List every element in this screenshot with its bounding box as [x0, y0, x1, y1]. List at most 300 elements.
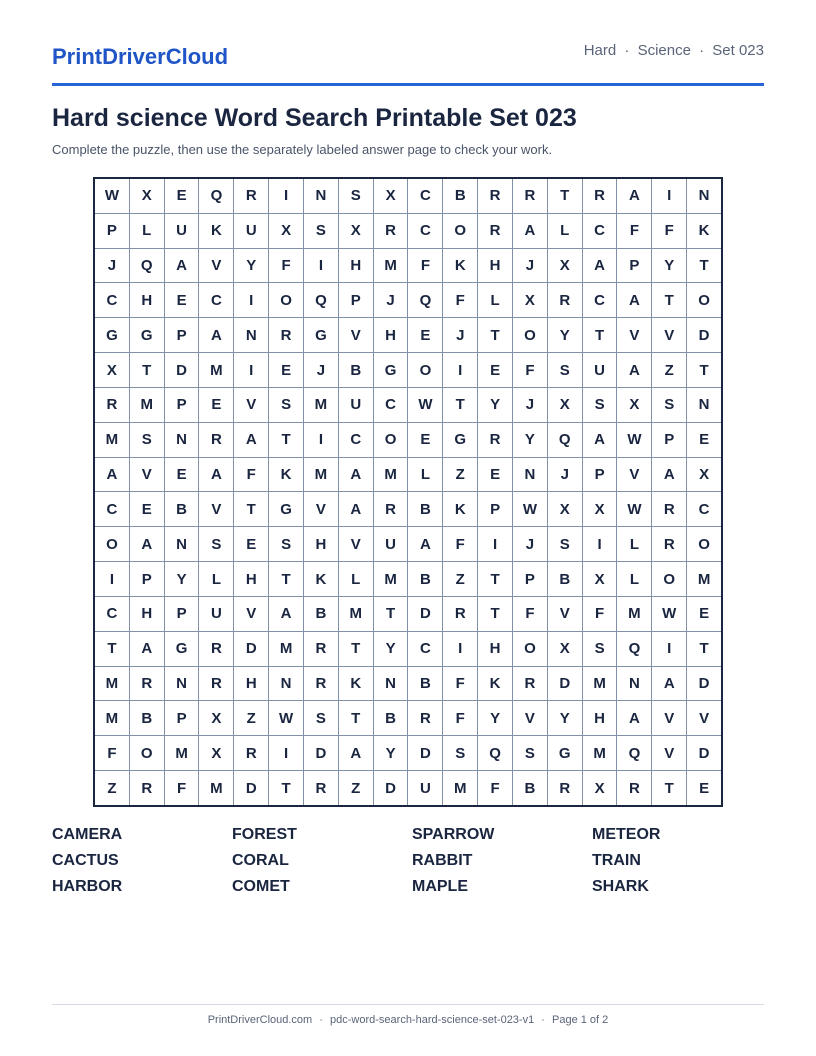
- grid-cell: G: [95, 318, 129, 352]
- grid-cell: S: [583, 632, 617, 666]
- grid-cell: I: [269, 736, 303, 770]
- word-list-item: COMET: [232, 878, 290, 895]
- grid-cell: G: [269, 492, 303, 526]
- grid-cell: O: [513, 632, 547, 666]
- grid-cell: Y: [165, 562, 199, 596]
- grid-cell: A: [652, 458, 686, 492]
- page-subtitle: Complete the puzzle, then use the separately labeled answer page to check your work.: [52, 142, 553, 157]
- grid-cell: K: [199, 214, 233, 248]
- word-search-grid: [93, 177, 723, 807]
- grid-cell: X: [374, 179, 408, 213]
- grid-cell: C: [199, 283, 233, 317]
- grid-cell: R: [130, 771, 164, 805]
- grid-cell: I: [478, 527, 512, 561]
- grid-cell: O: [95, 527, 129, 561]
- grid-cell: G: [548, 736, 582, 770]
- grid-cell: T: [652, 283, 686, 317]
- footer-site: PrintDriverCloud.com: [207, 1014, 313, 1026]
- word-list-item: HARBOR: [52, 878, 123, 895]
- grid-cell: D: [374, 771, 408, 805]
- grid-cell: Q: [408, 283, 442, 317]
- grid-cell: T: [478, 597, 512, 631]
- grid-cell: A: [130, 632, 164, 666]
- breadcrumb-item-set: Set 023: [712, 42, 764, 59]
- grid-cell: J: [548, 458, 582, 492]
- grid-cell: D: [687, 736, 721, 770]
- grid-cell: U: [234, 214, 268, 248]
- grid-cell: P: [478, 492, 512, 526]
- grid-cell: R: [652, 492, 686, 526]
- grid-cell: V: [199, 249, 233, 283]
- grid-cell: M: [95, 423, 129, 457]
- grid-cell: D: [304, 736, 338, 770]
- grid-cell: L: [617, 562, 651, 596]
- grid-cell: D: [548, 667, 582, 701]
- grid-cell: T: [443, 388, 477, 422]
- grid-cell: N: [617, 667, 651, 701]
- grid-cell: M: [583, 736, 617, 770]
- grid-cell: P: [617, 249, 651, 283]
- grid-cell: X: [199, 701, 233, 735]
- grid-cell: I: [652, 632, 686, 666]
- grid-cell: T: [339, 632, 373, 666]
- grid-cell: H: [583, 701, 617, 735]
- grid-cell: U: [408, 771, 442, 805]
- grid-cell: I: [95, 562, 129, 596]
- grid-cell: R: [478, 214, 512, 248]
- grid-cell: A: [617, 701, 651, 735]
- grid-cell: V: [548, 597, 582, 631]
- grid-cell: Y: [652, 249, 686, 283]
- grid-cell: E: [687, 597, 721, 631]
- grid-cell: R: [617, 771, 651, 805]
- grid-cell: O: [130, 736, 164, 770]
- grid-cell: M: [443, 771, 477, 805]
- grid-cell: R: [478, 423, 512, 457]
- grid-cell: A: [199, 458, 233, 492]
- grid-cell: Q: [130, 249, 164, 283]
- grid-cell: F: [95, 736, 129, 770]
- grid-cell: M: [269, 632, 303, 666]
- grid-cell: Z: [443, 562, 477, 596]
- grid-cell: R: [548, 283, 582, 317]
- grid-cell: W: [513, 492, 547, 526]
- grid-cell: J: [374, 283, 408, 317]
- header-divider: [52, 83, 764, 86]
- grid-cell: X: [583, 771, 617, 805]
- grid-cell: D: [165, 353, 199, 387]
- grid-cell: P: [165, 597, 199, 631]
- grid-cell: T: [374, 597, 408, 631]
- grid-cell: D: [408, 736, 442, 770]
- footer-separator: ·: [319, 1014, 323, 1026]
- grid-cell: F: [652, 214, 686, 248]
- word-list-item: CORAL: [232, 852, 289, 869]
- grid-cell: Q: [617, 632, 651, 666]
- grid-cell: G: [374, 353, 408, 387]
- grid-cell: E: [234, 527, 268, 561]
- grid-cell: Z: [339, 771, 373, 805]
- grid-cell: V: [652, 701, 686, 735]
- grid-cell: C: [583, 214, 617, 248]
- grid-cell: B: [374, 701, 408, 735]
- grid-cell: U: [339, 388, 373, 422]
- grid-cell: W: [269, 701, 303, 735]
- grid-cell: L: [408, 458, 442, 492]
- grid-cell: Z: [95, 771, 129, 805]
- grid-cell: X: [513, 283, 547, 317]
- grid-cell: F: [617, 214, 651, 248]
- grid-cell: M: [95, 701, 129, 735]
- grid-cell: C: [339, 423, 373, 457]
- page-footer: [0, 1014, 816, 1026]
- grid-cell: V: [234, 597, 268, 631]
- grid-cell: B: [513, 771, 547, 805]
- word-list-item: CACTUS: [52, 852, 119, 869]
- grid-cell: B: [339, 353, 373, 387]
- grid-cell: S: [269, 527, 303, 561]
- grid-cell: I: [652, 179, 686, 213]
- grid-cell: M: [199, 353, 233, 387]
- grid-cell: S: [304, 701, 338, 735]
- grid-cell: X: [583, 562, 617, 596]
- grid-cell: N: [374, 667, 408, 701]
- brand-logo[interactable]: PrintDriverCloud: [52, 44, 229, 69]
- grid-cell: A: [165, 249, 199, 283]
- grid-cell: Y: [548, 701, 582, 735]
- grid-cell: O: [443, 214, 477, 248]
- grid-cell: X: [269, 214, 303, 248]
- grid-cell: N: [513, 458, 547, 492]
- grid-cell: F: [165, 771, 199, 805]
- grid-cell: V: [304, 492, 338, 526]
- grid-cell: V: [130, 458, 164, 492]
- grid-cell: T: [687, 249, 721, 283]
- grid-cell: I: [443, 632, 477, 666]
- grid-cell: L: [617, 527, 651, 561]
- grid-cell: V: [652, 736, 686, 770]
- grid-cell: W: [617, 423, 651, 457]
- grid-cell: H: [478, 632, 512, 666]
- grid-cell: Z: [443, 458, 477, 492]
- grid-cell: A: [408, 527, 442, 561]
- grid-cell: X: [617, 388, 651, 422]
- grid-cell: B: [548, 562, 582, 596]
- grid-cell: W: [408, 388, 442, 422]
- grid-cell: I: [443, 353, 477, 387]
- grid-cell: L: [548, 214, 582, 248]
- grid-cell: S: [304, 214, 338, 248]
- grid-cell: C: [408, 632, 442, 666]
- grid-cell: R: [95, 388, 129, 422]
- grid-cell: Y: [374, 736, 408, 770]
- breadcrumb-separator: ·: [699, 42, 705, 59]
- grid-cell: A: [617, 179, 651, 213]
- word-list-item: FOREST: [232, 826, 297, 843]
- grid-cell: R: [234, 736, 268, 770]
- grid-cell: E: [130, 492, 164, 526]
- grid-cell: H: [234, 667, 268, 701]
- grid-cell: O: [374, 423, 408, 457]
- grid-cell: M: [374, 562, 408, 596]
- grid-cell: D: [687, 667, 721, 701]
- grid-cell: M: [339, 597, 373, 631]
- grid-cell: R: [269, 318, 303, 352]
- grid-cell: N: [687, 179, 721, 213]
- grid-cell: M: [687, 562, 721, 596]
- grid-cell: C: [374, 388, 408, 422]
- word-list-item: MAPLE: [412, 878, 468, 895]
- grid-cell: T: [687, 632, 721, 666]
- grid-cell: K: [304, 562, 338, 596]
- grid-cell: X: [687, 458, 721, 492]
- grid-cell: R: [374, 492, 408, 526]
- breadcrumb: [584, 42, 764, 59]
- grid-cell: N: [234, 318, 268, 352]
- grid-cell: T: [687, 353, 721, 387]
- breadcrumb-separator: ·: [624, 42, 630, 59]
- grid-cell: U: [199, 597, 233, 631]
- grid-cell: O: [269, 283, 303, 317]
- grid-cell: T: [478, 318, 512, 352]
- grid-cell: I: [234, 353, 268, 387]
- grid-cell: K: [478, 667, 512, 701]
- grid-cell: C: [687, 492, 721, 526]
- grid-cell: R: [199, 423, 233, 457]
- grid-cell: T: [269, 771, 303, 805]
- grid-cell: W: [652, 597, 686, 631]
- grid-cell: Y: [478, 388, 512, 422]
- page-title: Hard science Word Search Printable Set 023: [52, 104, 577, 132]
- grid-cell: C: [95, 597, 129, 631]
- grid-cell: O: [687, 527, 721, 561]
- word-list-item: TRAIN: [592, 852, 641, 869]
- grid-cell: A: [234, 423, 268, 457]
- grid-cell: A: [617, 283, 651, 317]
- grid-cell: C: [95, 492, 129, 526]
- grid-cell: U: [165, 214, 199, 248]
- grid-cell: S: [443, 736, 477, 770]
- grid-cell: E: [408, 318, 442, 352]
- word-list: [52, 826, 772, 904]
- word-list-item: SHARK: [592, 878, 649, 895]
- footer-separator: ·: [541, 1014, 545, 1026]
- grid-cell: C: [583, 283, 617, 317]
- grid-cell: K: [443, 249, 477, 283]
- grid-cell: X: [548, 632, 582, 666]
- grid-cell: V: [199, 492, 233, 526]
- grid-cell: F: [443, 527, 477, 561]
- grid-cell: R: [304, 632, 338, 666]
- grid-cell: P: [339, 283, 373, 317]
- grid-cell: V: [234, 388, 268, 422]
- grid-cell: A: [95, 458, 129, 492]
- grid-cell: T: [339, 701, 373, 735]
- grid-cell: H: [130, 597, 164, 631]
- grid-cell: Q: [548, 423, 582, 457]
- grid-cell: I: [269, 179, 303, 213]
- grid-cell: U: [374, 527, 408, 561]
- footer-divider: [52, 1004, 764, 1005]
- grid-cell: S: [548, 353, 582, 387]
- grid-cell: F: [513, 353, 547, 387]
- grid-cell: L: [339, 562, 373, 596]
- grid-cell: K: [687, 214, 721, 248]
- grid-cell: R: [583, 179, 617, 213]
- grid-cell: E: [478, 353, 512, 387]
- grid-cell: Q: [199, 179, 233, 213]
- grid-cell: T: [130, 353, 164, 387]
- grid-cell: X: [339, 214, 373, 248]
- grid-cell: H: [130, 283, 164, 317]
- grid-cell: E: [269, 353, 303, 387]
- grid-cell: B: [443, 179, 477, 213]
- grid-cell: D: [234, 632, 268, 666]
- grid-cell: R: [652, 527, 686, 561]
- grid-cell: B: [408, 667, 442, 701]
- grid-cell: I: [304, 249, 338, 283]
- grid-cell: F: [478, 771, 512, 805]
- grid-cell: V: [652, 318, 686, 352]
- grid-cell: G: [443, 423, 477, 457]
- grid-cell: A: [617, 353, 651, 387]
- grid-cell: Y: [513, 423, 547, 457]
- grid-cell: Y: [478, 701, 512, 735]
- grid-cell: X: [548, 388, 582, 422]
- grid-cell: N: [687, 388, 721, 422]
- grid-cell: E: [687, 423, 721, 457]
- grid-cell: E: [478, 458, 512, 492]
- grid-cell: N: [304, 179, 338, 213]
- grid-cell: O: [687, 283, 721, 317]
- grid-cell: N: [165, 667, 199, 701]
- grid-cell: G: [165, 632, 199, 666]
- grid-cell: L: [130, 214, 164, 248]
- grid-cell: J: [443, 318, 477, 352]
- grid-cell: R: [408, 701, 442, 735]
- grid-cell: T: [548, 179, 582, 213]
- grid-cell: N: [269, 667, 303, 701]
- grid-cell: U: [583, 353, 617, 387]
- word-list-item: CAMERA: [52, 826, 123, 843]
- grid-cell: Q: [478, 736, 512, 770]
- grid-cell: Z: [234, 701, 268, 735]
- word-list-item: RABBIT: [412, 852, 473, 869]
- grid-cell: M: [304, 458, 338, 492]
- grid-cell: M: [374, 458, 408, 492]
- grid-cell: K: [443, 492, 477, 526]
- grid-cell: T: [234, 492, 268, 526]
- grid-cell: R: [548, 771, 582, 805]
- grid-cell: P: [583, 458, 617, 492]
- grid-cell: H: [478, 249, 512, 283]
- grid-cell: S: [269, 388, 303, 422]
- grid-cell: F: [513, 597, 547, 631]
- grid-cell: O: [652, 562, 686, 596]
- grid-cell: X: [199, 736, 233, 770]
- grid-cell: X: [548, 492, 582, 526]
- grid-cell: A: [339, 736, 373, 770]
- grid-cell: V: [339, 318, 373, 352]
- grid-cell: Y: [374, 632, 408, 666]
- grid-cell: R: [374, 214, 408, 248]
- grid-cell: T: [269, 562, 303, 596]
- grid-cell: A: [269, 597, 303, 631]
- grid-cell: K: [339, 667, 373, 701]
- grid-cell: X: [583, 492, 617, 526]
- breadcrumb-item-category[interactable]: Hard: [583, 42, 617, 59]
- grid-cell: P: [95, 214, 129, 248]
- grid-cell: B: [130, 701, 164, 735]
- grid-cell: R: [130, 667, 164, 701]
- grid-cell: S: [339, 179, 373, 213]
- grid-cell: M: [130, 388, 164, 422]
- grid-cell: M: [95, 667, 129, 701]
- grid-cell: I: [304, 423, 338, 457]
- grid-cell: T: [269, 423, 303, 457]
- grid-cell: Y: [548, 318, 582, 352]
- grid-cell: M: [199, 771, 233, 805]
- grid-cell: F: [443, 283, 477, 317]
- grid-cell: F: [269, 249, 303, 283]
- grid-cell: B: [408, 492, 442, 526]
- grid-cell: B: [304, 597, 338, 631]
- grid-cell: A: [513, 214, 547, 248]
- grid-cell: K: [269, 458, 303, 492]
- grid-cell: E: [199, 388, 233, 422]
- grid-cell: V: [513, 701, 547, 735]
- grid-cell: V: [339, 527, 373, 561]
- grid-cell: M: [583, 667, 617, 701]
- grid-cell: J: [95, 249, 129, 283]
- grid-cell: A: [130, 527, 164, 561]
- footer-page-number: Page 1 of 2: [552, 1014, 609, 1026]
- grid-cell: X: [548, 249, 582, 283]
- grid-cell: R: [234, 179, 268, 213]
- grid-cell: B: [165, 492, 199, 526]
- breadcrumb-item-subject[interactable]: Science: [637, 42, 691, 59]
- grid-cell: Z: [652, 353, 686, 387]
- grid-cell: G: [304, 318, 338, 352]
- grid-cell: J: [304, 353, 338, 387]
- grid-cell: D: [687, 318, 721, 352]
- grid-cell: F: [408, 249, 442, 283]
- word-list-item: METEOR: [592, 826, 661, 843]
- grid-cell: W: [95, 179, 129, 213]
- grid-cell: A: [583, 249, 617, 283]
- grid-cell: P: [165, 701, 199, 735]
- grid-cell: V: [687, 701, 721, 735]
- grid-cell: V: [617, 318, 651, 352]
- grid-cell: T: [583, 318, 617, 352]
- grid-cell: M: [165, 736, 199, 770]
- grid-cell: E: [165, 458, 199, 492]
- grid-cell: M: [304, 388, 338, 422]
- grid-cell: L: [199, 562, 233, 596]
- grid-cell: Y: [234, 249, 268, 283]
- grid-cell: J: [513, 388, 547, 422]
- grid-cell: S: [130, 423, 164, 457]
- grid-cell: E: [165, 179, 199, 213]
- grid-cell: R: [443, 597, 477, 631]
- grid-cell: I: [583, 527, 617, 561]
- grid-cell: X: [95, 353, 129, 387]
- grid-cell: P: [165, 318, 199, 352]
- grid-cell: A: [199, 318, 233, 352]
- grid-cell: P: [130, 562, 164, 596]
- grid-cell: A: [583, 423, 617, 457]
- grid-cell: N: [165, 423, 199, 457]
